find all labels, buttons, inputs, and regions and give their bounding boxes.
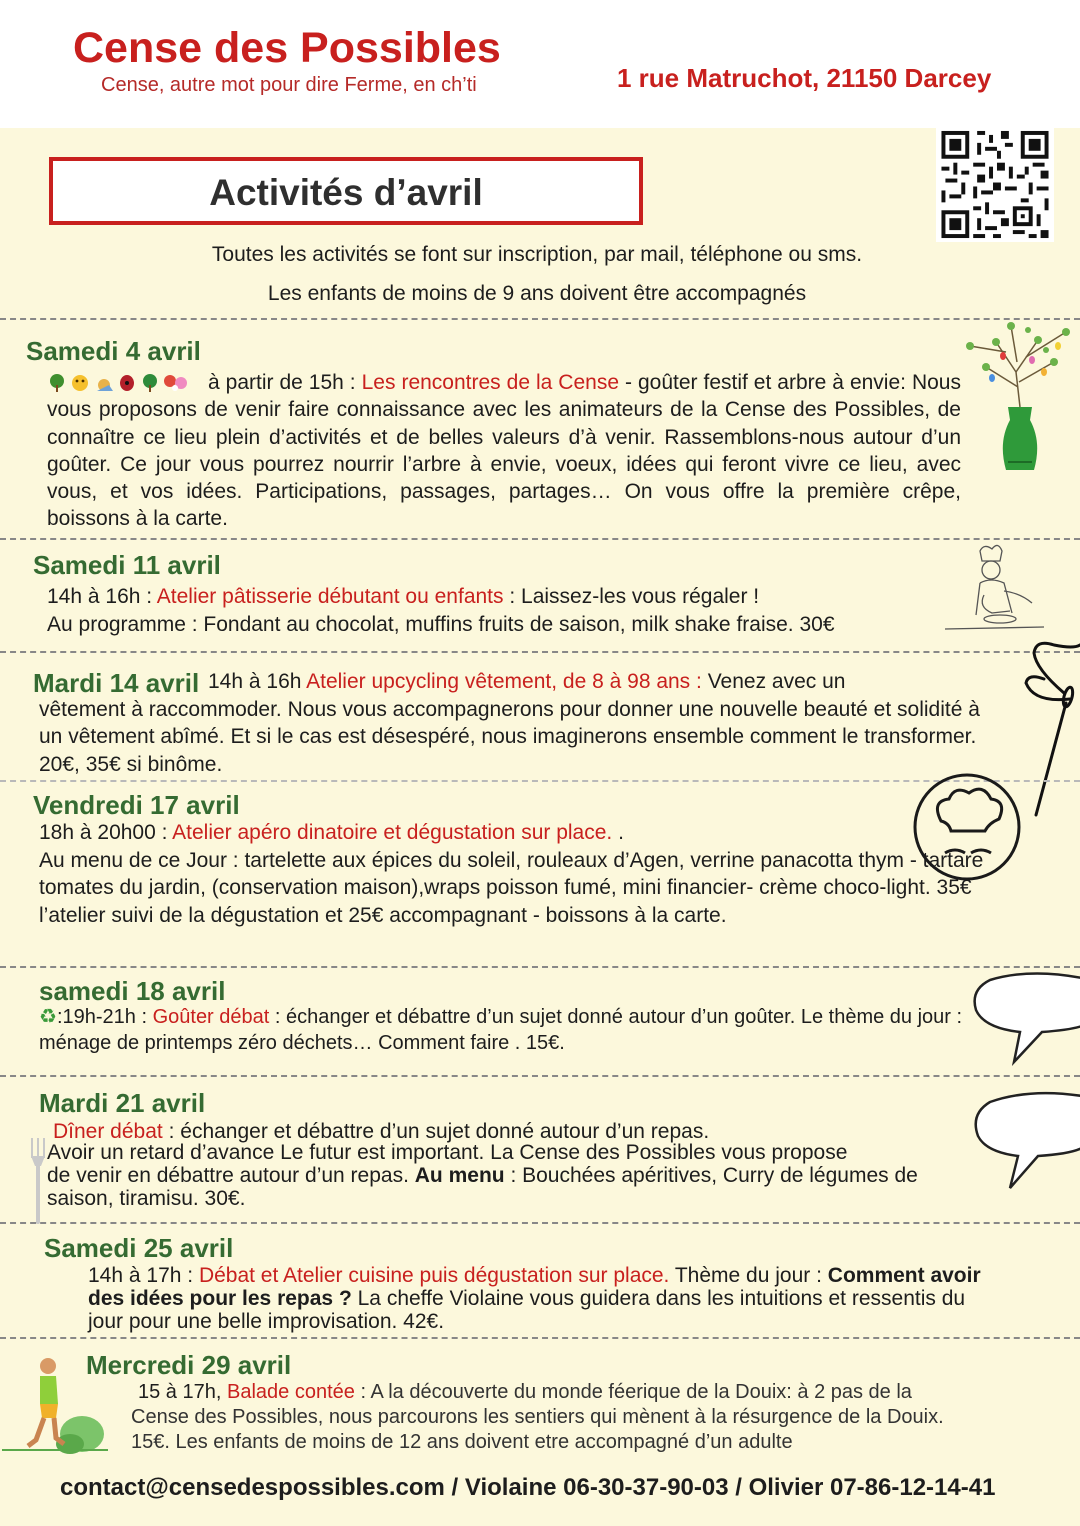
event-text-part: de venir en débattre autour d’un repas. — [47, 1164, 409, 1187]
intro-line-2: Les enfants de moins de 9 ans doivent être accompagnés — [267, 282, 807, 305]
event-text — [47, 583, 759, 610]
brand-tagline: Cense, autre mot pour dire Ferme, en ch’ti — [101, 74, 477, 96]
event-time: à partir de 15h : — [207, 371, 356, 394]
event-highlight: Goûter débat — [152, 1006, 270, 1028]
event-text-continued: vêtement à raccommoder. Nous vous accompagnerons pour donner une nouvelle beauté et solidité à un vêtement abîmé. Et si le cas est désespéré, nous imaginerons ensemble comment le transformer. 20€, 35€ si binôme. — [39, 698, 980, 776]
separator — [0, 1337, 1080, 1339]
brand-name: Cense des Possibles — [73, 24, 501, 72]
separator — [0, 318, 1080, 320]
event-date: Mardi 21 avril — [39, 1088, 206, 1118]
event-date: Samedi 4 avril — [26, 336, 201, 366]
event-highlight: Les rencontres de la Cense — [361, 371, 620, 394]
event-description: : échanger et débattre d’un sujet donné autour d’un repas. — [168, 1120, 710, 1143]
event-text — [138, 1379, 912, 1405]
event-text — [208, 668, 845, 695]
event-text-line: Avoir un retard d’avance Le futur est important. La Cense des Possibles vous propose — [47, 1141, 848, 1164]
event-text-line — [88, 1287, 965, 1310]
wish-tree-vase-icon — [956, 312, 1080, 476]
event-date: samedi 18 avril — [39, 976, 226, 1006]
event-date: Mercredi 29 avril — [86, 1350, 292, 1380]
event-text-line: 15€. Les enfants de moins de 12 ans doivent etre accompagné d’un adulte — [131, 1431, 793, 1453]
qr-code-icon — [936, 127, 1054, 242]
event-text — [39, 1004, 969, 1056]
emoji-decorations-icon — [47, 373, 202, 393]
separator — [0, 538, 1080, 540]
event-highlight: Atelier upcycling vêtement, de 8 à 98 ans : — [306, 670, 702, 693]
event-text-line: saison, tiramisu. 30€. — [47, 1187, 246, 1210]
fork-icon — [28, 1138, 48, 1226]
event-text — [47, 369, 961, 533]
page-title: Activités d’avril — [209, 172, 483, 213]
event-punctuation: . — [612, 821, 624, 844]
needle-thread-icon — [1014, 633, 1080, 823]
event-text-part: : Bouchées apéritives, Curry de légumes de — [510, 1164, 918, 1187]
separator — [0, 966, 1080, 968]
recycle-icon: ♻ — [39, 1006, 57, 1028]
event-date: Vendredi 17 avril — [33, 790, 240, 820]
event-highlight: Balade contée — [226, 1381, 355, 1403]
separator — [0, 651, 1080, 653]
event-time: 18h à 20h00 : — [39, 821, 168, 844]
event-theme: Comment avoir — [827, 1264, 981, 1287]
event-description: : Laissez-les vous régaler ! — [509, 585, 760, 608]
event-description: Venez avec un — [707, 670, 846, 693]
event-date: Samedi 25 avril — [44, 1233, 234, 1263]
speech-bubble-icon — [970, 970, 1080, 1066]
event-description: : A la découverte du monde féerique de la Douix: à 2 pas de la — [360, 1381, 912, 1403]
address: 1 rue Matruchot, 21150 Darcey — [617, 63, 992, 93]
event-highlight: Atelier apéro dinatoire et dégustation sur place. — [172, 821, 613, 844]
event-date: Samedi 11 avril — [33, 550, 221, 580]
chef-illustration-icon — [940, 543, 1050, 635]
event-text-line — [47, 1164, 918, 1187]
event-highlight: Débat et Atelier cuisine puis dégustation sur place. — [198, 1264, 670, 1287]
event-text — [88, 1264, 981, 1287]
event-text-line: Au programme : Fondant au chocolat, muffins fruits de saison, milk shake fraise. 30€ — [47, 613, 835, 636]
event-time: 14h à 16h : — [47, 585, 153, 608]
separator — [0, 1075, 1080, 1077]
event-description: Au menu de ce Jour : tartelette aux épices du soleil, rouleaux d’Agen, verrine panacotta thym - tartare tomates du jardin, (conservation maison),wraps poisson fumé, mini financier- crème choco-light. 35€ l’atelier suivi de la dégustation et 25€ accompagnant - boissons à la carte. — [39, 849, 984, 927]
intro-line-1: Toutes les activités se font sur inscription, par mail, téléphone ou sms. — [211, 243, 863, 266]
event-text-line: jour pour une belle improvisation. 42€. — [88, 1310, 445, 1333]
title-box — [49, 157, 643, 225]
contact-footer: contact@censedespossibles.com / Violaine 06-30-37-90-03 / Olivier 07-86-12-14-41 — [60, 1474, 996, 1501]
event-description: La cheffe Violaine vous guidera dans les intuitions et ressentis du — [357, 1287, 966, 1310]
event-text — [39, 819, 624, 846]
event-theme: des idées pour les repas ? — [88, 1287, 352, 1310]
event-description: : échanger et débattre d’un sujet donné autour d’un goûter. Le thème du jour : ménage de printemps zéro déchets… Comment faire . 15€. — [39, 1006, 963, 1054]
event-date: Mardi 14 avril — [33, 668, 200, 698]
event-time: 14h à 16h — [208, 670, 302, 693]
speech-bubble-icon — [970, 1090, 1080, 1192]
chef-hat-icon — [911, 771, 1023, 883]
menu-label: Au menu — [414, 1164, 505, 1187]
event-highlight: Atelier pâtisserie débutant ou enfants — [156, 585, 504, 608]
event-time: :19h-21h : — [56, 1006, 148, 1028]
event-theme-label: Thème du jour : — [674, 1264, 822, 1287]
event-description: - goûter festif et arbre à envie: Nous vous proposons de venir faire connaissance avec les animateurs de la Cense des Possibles, de connaître ce lieu plein d’activités et de belles valeurs d’à venir. Rassemblons-nous autour d’un goûter. Ce jour vous pourrez nourrir l’arbre à envie, voeux, idées qui feront vivre ce lieu, avec vous, et vos idées. Participations, passages, partages… On vous offre la première crêpe, boissons à la carte. — [47, 371, 961, 531]
walking-child-icon — [2, 1356, 108, 1456]
event-highlight: Dîner débat — [53, 1120, 163, 1143]
event-time: 14h à 17h : — [88, 1264, 194, 1287]
separator — [0, 1222, 1080, 1224]
event-text-line: Cense des Possibles, nous parcourons les sentiers qui mènent à la résurgence de la Douix. — [131, 1406, 944, 1428]
event-time: 15 à 17h, — [138, 1381, 222, 1403]
